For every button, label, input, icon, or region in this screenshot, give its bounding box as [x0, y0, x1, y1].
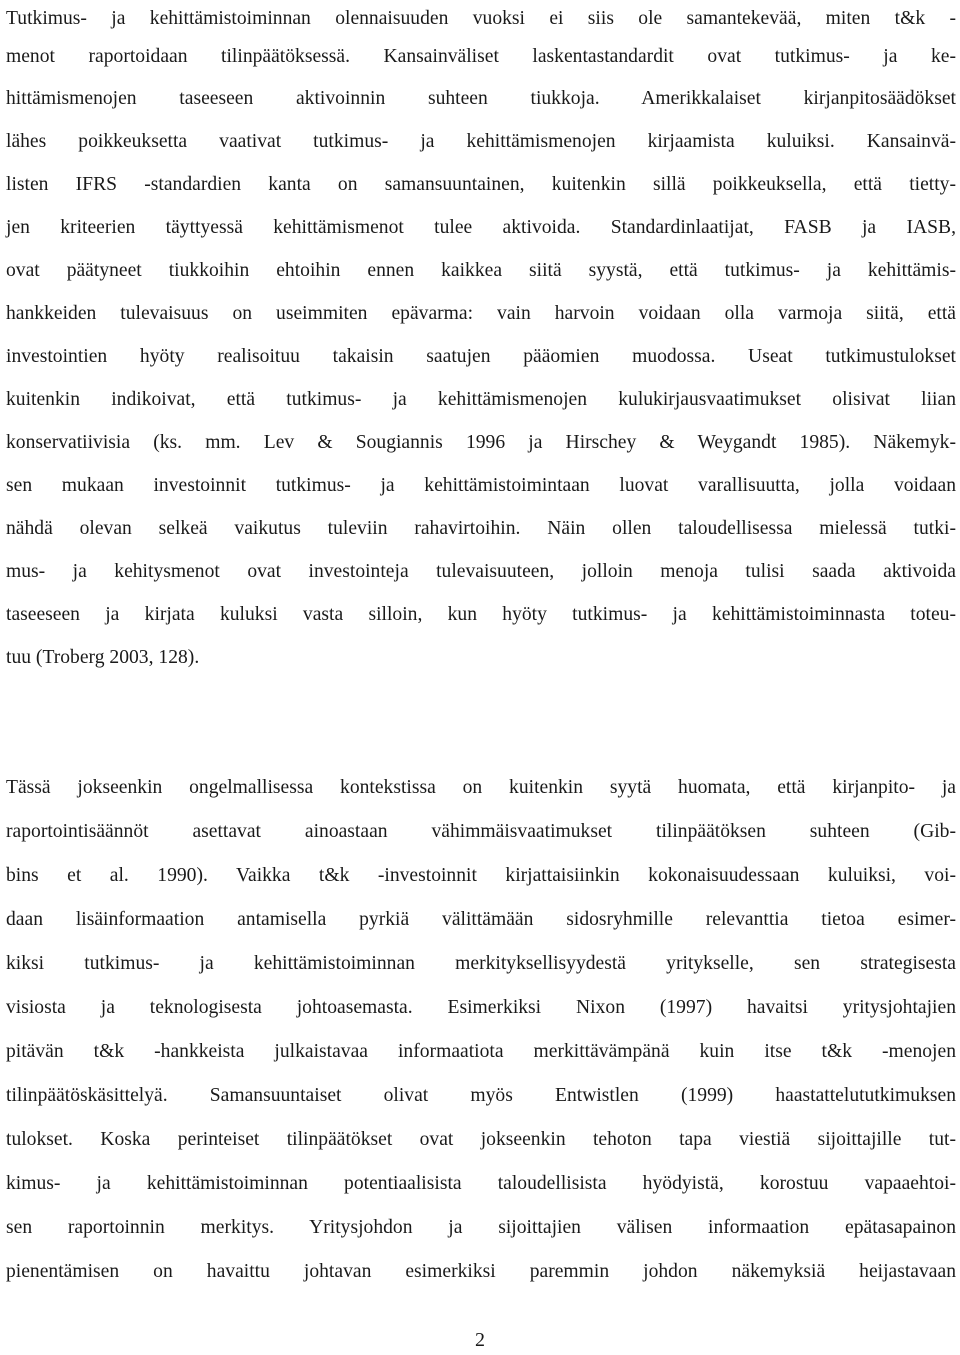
text-line: bins et al. 1990). Vaikka t&k -investoinnit kirjattaisiinkin kokonaisuudessaan kuluiksi, voi- — [6, 865, 956, 886]
text-line: visiosta ja teknologisesta johtoasemasta. Esimerkiksi Nixon (1997) havaitsi yritysjohtajien — [6, 997, 956, 1018]
text-line: nähdä olevan selkeä vaikutus tuleviin rahavirtoihin. Näin ollen taloudellisessa mielessä tutki- — [6, 518, 956, 539]
text-line: konservatiivisia (ks. mm. Lev & Sougiannis 1996 ja Hirschey & Weygandt 1985). Näkemyk- — [6, 432, 956, 453]
text-line: kiksi tutkimus- ja kehittämistoiminnan merkityksellisyydestä yritykselle, sen strategisesta — [6, 953, 956, 974]
text-line: jen kriteerien täyttyessä kehittämismenot tulee aktivoida. Standardinlaatijat, FASB ja IASB, — [6, 217, 956, 238]
text-line: kuitenkin indikoivat, että tutkimus- ja kehittämismenojen kulukirjausvaatimukset olisivat liian — [6, 389, 956, 410]
text-line: mus- ja kehitysmenot ovat investointeja tulevaisuuteen, jolloin menoja tulisi saada aktivoida — [6, 561, 956, 582]
text-line: lähes poikkeuksetta vaativat tutkimus- ja kehittämismenojen kirjaamista kuluiksi. Kansainvä- — [6, 131, 956, 152]
text-line: tulokset. Koska perinteiset tilinpäätökset ovat jokseenkin tehoton tapa viestiä sijoittajille tut- — [6, 1129, 956, 1150]
text-line: tuu (Troberg 2003, 128). — [6, 647, 200, 668]
text-line: tilinpäätöskäsittelyä. Samansuuntaiset olivat myös Entwistlen (1999) haastattelututkimuksen — [6, 1085, 956, 1106]
text-line: Tutkimus- ja kehittämistoiminnan olennaisuuden vuoksi ei siis ole samantekevää, miten t&k - — [6, 8, 956, 29]
text-line: hankkeiden tulevaisuus on useimmiten epävarma: vain harvoin voidaan olla varmoja siitä, että — [6, 303, 956, 324]
text-line: menot raportoidaan tilinpäätöksessä. Kansainväliset laskentastandardit ovat tutkimus- ja ke- — [6, 46, 956, 67]
text-line: pitävän t&k -hankkeista julkaistavaa informaatiota merkittävämpänä kuin itse t&k -menojen — [6, 1041, 956, 1062]
text-line: ovat päätyneet tiukkoihin ehtoihin ennen kaikkea siitä syystä, että tutkimus- ja kehittämis- — [6, 260, 956, 281]
text-line: hittämismenojen taseeseen aktivoinnin suhteen tiukkoja. Amerikkalaiset kirjanpitosäädökset — [6, 88, 956, 109]
text-line: investointien hyöty realisoituu takaisin saatujen pääomien muodossa. Useat tutkimustulokset — [6, 346, 956, 367]
text-line: sen raportoinnin merkitys. Yritysjohdon ja sijoittajien välisen informaation epätasapainon — [6, 1217, 956, 1238]
text-line: sen mukaan investoinnit tutkimus- ja kehittämistoimintaan luovat varallisuutta, jolla voidaan — [6, 475, 956, 496]
page-number: 2 — [475, 1329, 485, 1351]
text-line: raportointisäännöt asettavat ainoastaan vähimmäisvaatimukset tilinpäätöksen suhteen (Gib- — [6, 821, 956, 842]
text-line: taseeseen ja kirjata kuluksi vasta silloin, kun hyöty tutkimus- ja kehittämistoiminnasta toteu- — [6, 604, 956, 625]
text-line: daan lisäinformaation antamisella pyrkiä välittämään sidosryhmille relevanttia tietoa esimer- — [6, 909, 956, 930]
text-line: listen IFRS -standardien kanta on samansuuntainen, kuitenkin sillä poikkeuksella, että tietty- — [6, 174, 956, 195]
text-line: kimus- ja kehittämistoiminnan potentiaalisista taloudellisista hyödyistä, korostuu vapaaehtoi- — [6, 1173, 956, 1194]
text-line: pienentämisen on havaittu johtavan esimerkiksi paremmin johdon näkemyksiä heijastavaan — [6, 1261, 956, 1282]
text-line: Tässä jokseenkin ongelmallisessa kontekstissa on kuitenkin syytä huomata, että kirjanpito- ja — [6, 777, 956, 798]
